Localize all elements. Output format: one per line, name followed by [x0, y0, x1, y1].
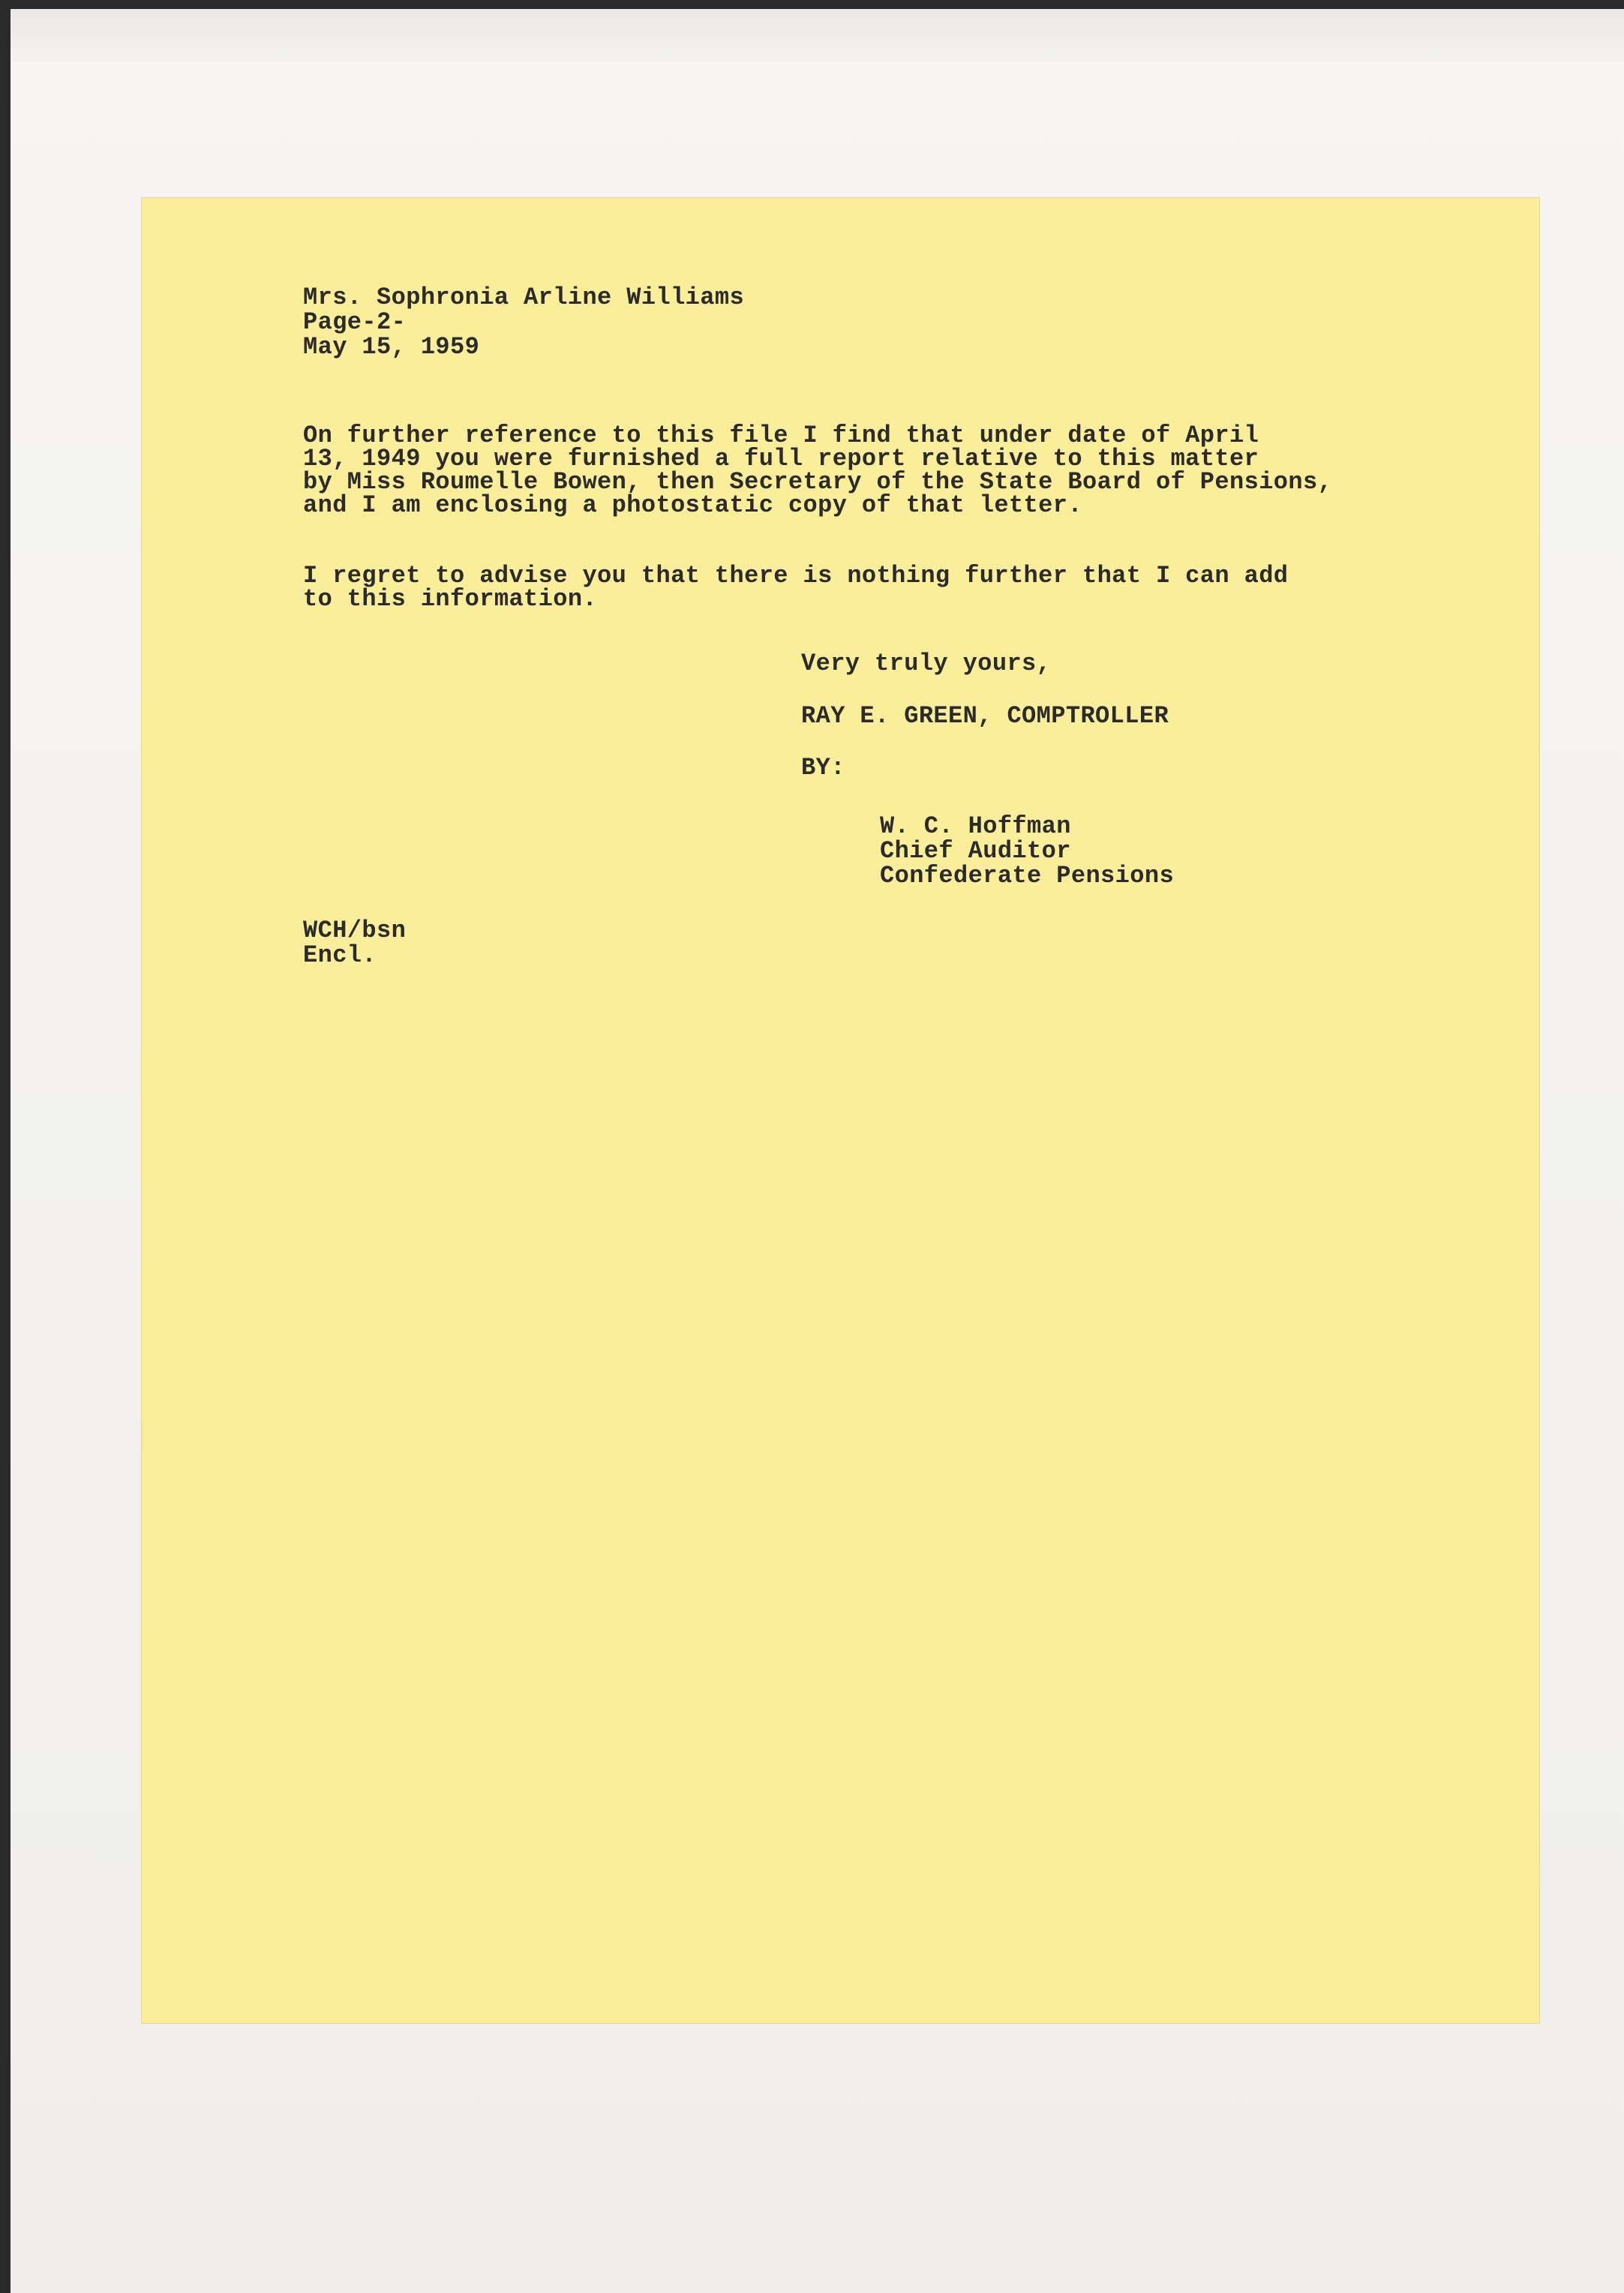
signer-department: Confederate Pensions: [880, 862, 1175, 890]
signer-title: Chief Auditor: [880, 837, 1071, 865]
letter-date: May 15, 1959: [303, 333, 480, 361]
signer-name: W. C. Hoffman: [880, 812, 1071, 840]
letter-page: [141, 197, 1540, 2024]
by-label: BY:: [801, 754, 845, 782]
signatory: RAY E. GREEN, COMPTROLLER: [801, 702, 1169, 730]
body-paragraph-2-line-2: to this information.: [303, 585, 598, 613]
closing-salutation: Very truly yours,: [801, 650, 1052, 677]
body-paragraph-1-line-3: by Miss Roumelle Bowen, then Secretary of the State Board of Pensions,: [303, 468, 1333, 496]
scanner-top-edge: [11, 9, 1624, 62]
page-number: Page-2-: [303, 308, 407, 336]
recipient-name: Mrs. Sophronia Arline Williams: [303, 284, 745, 311]
enclosure-note: Encl.: [303, 941, 377, 969]
reference-initials: WCH/bsn: [303, 917, 407, 944]
body-paragraph-1-line-4: and I am enclosing a photostatic copy of that letter.: [303, 491, 1082, 519]
body-paragraph-1-line-2: 13, 1949 you were furnished a full report relative to this matter: [303, 445, 1259, 473]
body-paragraph-1-line-1: On further reference to this file I find that under date of April: [303, 422, 1259, 449]
body-paragraph-2-line-1: I regret to advise you that there is nothing further that I can add: [303, 562, 1289, 590]
